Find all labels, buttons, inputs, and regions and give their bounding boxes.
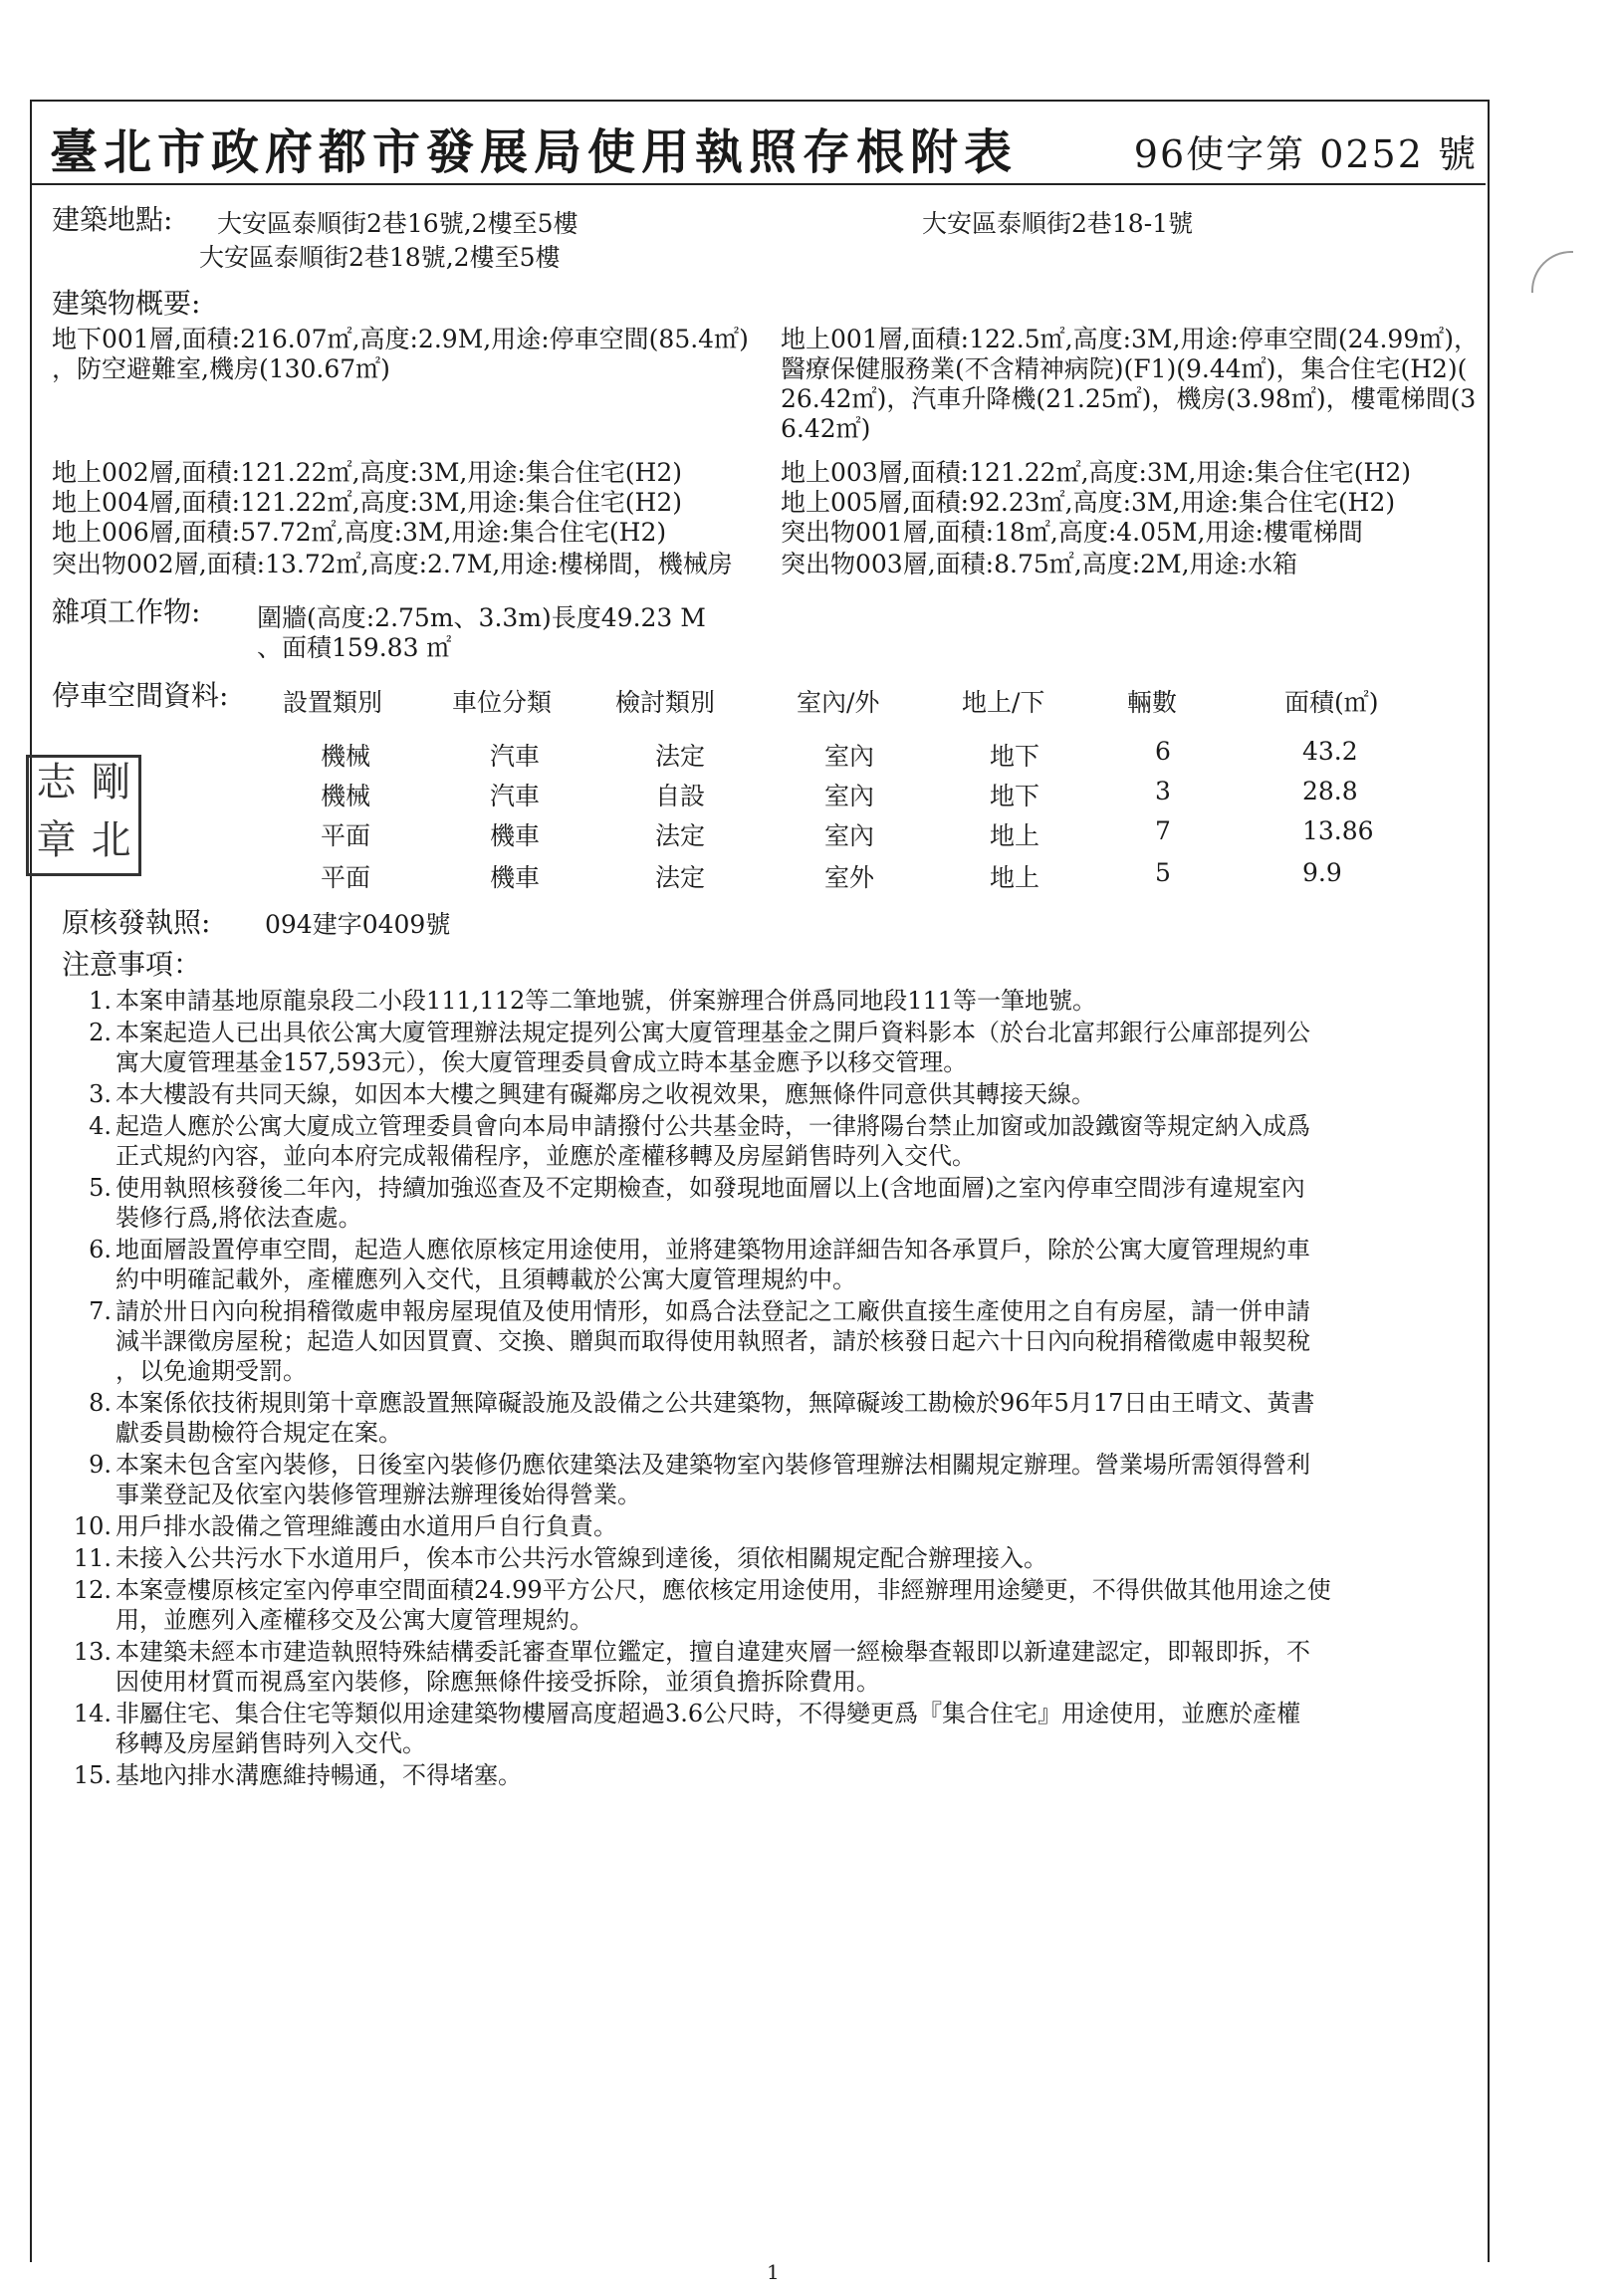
parking-header: 地上/下 [962,688,1045,717]
parking-cell: 43.2 [1302,737,1358,766]
note-item [72,1111,1486,1171]
parking-cell: 汽車 [490,742,541,771]
note-text: 起造人應於公寓大廈成立管理委員會向本局申請撥付公共基金時，一律將陽台禁止加窗或加設鐵窗等規定納入成爲 [115,1112,1310,1140]
note-text: 非屬住宅、集合住宅等類似用途建築物樓層高度超過3.6公尺時，不得變更爲『集合住宅』用途使用，並應於產權 [115,1700,1301,1727]
parking-cell: 機械 [321,742,371,771]
note-line [72,986,1486,1016]
note-line [72,1111,1486,1141]
note-text: 本案申請基地原龍泉段二小段111,112等二筆地號，併案辦理合併爲同地段111等一筆地號。 [115,987,1097,1015]
parking-cell: 地下 [990,742,1040,771]
location-line-3: 大安區泰順街2巷18-1號 [922,209,1194,238]
note-text: 裝修行爲,將依法查處。 [115,1204,362,1232]
parking-cell: 法定 [655,742,706,771]
original-license-value: 094建字0409號 [265,910,451,939]
note-item [72,1543,1486,1573]
parking-cell: 機械 [321,782,371,810]
note-text: 本案起造人已出具依公寓大廈管理辦法規定提列公寓大廈管理基金之開戶資料影本（於台北富邦銀行公庫部提列公 [115,1019,1310,1046]
note-number: 15. [73,1761,112,1789]
official-seal-stamp [26,755,141,876]
note-line [72,1264,1486,1294]
overview-left-line: 地下001層,面積:216.07㎡,高度:2.9M,用途:停車空間(85.4㎡) [52,325,749,353]
note-number: 10. [73,1512,112,1540]
overview-floor-left: 地上006層,面積:57.72㎡,高度:3M,用途:集合住宅(H2) [52,518,667,547]
note-text: 移轉及房屋銷售時列入交代。 [115,1729,426,1757]
license-number: 96使字第 0252 號 [1133,132,1478,176]
note-text: 獻委員勘檢符合規定在案。 [115,1419,402,1447]
parking-label: 停車空間資料: [52,679,229,712]
parking-cell: 7 [1155,816,1171,845]
seal-char: 章 [36,817,77,863]
seal-char: 剛 [91,760,131,805]
parking-header: 室內/外 [797,688,880,717]
note-text: 請於卅日內向稅捐稽徵處申報房屋現值及使用情形，如爲合法登記之工廠供直接生產使用之自有房屋，請一併申請 [115,1297,1310,1325]
parking-cell: 28.8 [1302,777,1358,805]
overview-right-line: 26.42㎡)，汽車升降機(21.25㎡)，機房(3.98㎡)，樓電梯間(3 [781,384,1477,413]
note-item [72,1575,1486,1635]
note-item [72,1079,1486,1109]
note-line [72,1203,1486,1233]
note-number: 8. [89,1389,112,1417]
parking-cell: 9.9 [1302,858,1342,887]
note-number: 11. [73,1544,112,1572]
note-line [72,1760,1486,1790]
overview-label: 建築物概要: [52,287,201,320]
note-text: 正式規約內容，並向本府完成報備程序，並應於產權移轉及房屋銷售時列入交代。 [115,1142,976,1170]
note-item [72,986,1486,1016]
note-item [72,1511,1486,1541]
parking-cell: 13.86 [1302,816,1374,845]
overview-right-line: 地上001層,面積:122.5㎡,高度:3M,用途:停車空間(24.99㎡)， [781,325,1479,353]
note-line [72,1480,1486,1509]
overview-floor-right: 地上005層,面積:92.23㎡,高度:3M,用途:集合住宅(H2) [781,488,1396,517]
seal-char: 北 [91,817,131,863]
note-text: 本建築未經本市建造執照特殊結構委託審查單位鑑定，擅自違建夾層一經檢舉查報即以新違建認定，即報即拆，不 [115,1638,1310,1666]
note-line [72,1699,1486,1728]
note-line [72,1173,1486,1203]
overview-floor-right: 地上003層,面積:121.22㎡,高度:3M,用途:集合住宅(H2) [781,458,1412,487]
parking-cell: 法定 [655,821,706,850]
parking-cell: 5 [1155,858,1171,887]
note-text: 因使用材質而視爲室內裝修，除應無條件接受拆除，並須負擔拆除費用。 [115,1668,880,1696]
note-item [72,1388,1486,1448]
parking-header: 輛數 [1127,688,1178,717]
note-line [72,1450,1486,1480]
parking-header: 檢討類別 [615,688,716,717]
note-text: 本案壹樓原核定室內停車空間面積24.99平方公尺，應依核定用途使用，非經辦理用途變更，不得供做其他用途之使 [115,1576,1331,1604]
note-text: 基地內排水溝應維持暢通，不得堵塞。 [115,1761,522,1789]
note-number: 14. [73,1700,112,1727]
parking-cell: 平面 [321,863,371,892]
location-line-2: 大安區泰順街2巷18號,2樓至5樓 [199,243,561,272]
notes-label: 注意事項： [62,948,202,981]
parking-cell: 6 [1155,737,1171,766]
parking-cell: 室外 [824,863,875,892]
parking-cell: 自設 [655,782,706,810]
seal-char: 志 [36,760,77,805]
note-number: 2. [89,1019,112,1046]
note-line [72,1605,1486,1635]
note-item [72,1760,1486,1790]
parking-header: 車位分類 [452,688,553,717]
note-text: 事業登記及依室內裝修管理辦法辦理後始得營業。 [115,1481,641,1508]
note-line [72,1728,1486,1758]
note-text: 約中明確記載外，產權應列入交代，且須轉載於公寓大廈管理規約中。 [115,1265,856,1293]
note-text: 本大樓設有共同天線，如因本大樓之興建有礙鄰房之收視效果，應無條件同意供其轉接天線。 [115,1080,1095,1108]
note-line [72,1079,1486,1109]
parking-cell: 室內 [824,782,875,810]
note-number: 9. [89,1451,112,1479]
note-item [72,1637,1486,1697]
overview-floor-right: 突出物003層,面積:8.75㎡,高度:2M,用途:水箱 [781,550,1297,578]
overview-right-line: 6.42㎡) [781,414,871,443]
note-item [72,1450,1486,1509]
note-number: 13. [73,1638,112,1666]
note-line [72,1575,1486,1605]
note-line [72,1296,1486,1326]
note-line [72,1141,1486,1171]
note-line [72,1326,1486,1356]
note-item [72,1235,1486,1294]
title-row [32,104,1486,185]
parking-cell: 3 [1155,777,1171,805]
note-line [72,1511,1486,1541]
note-number: 4. [89,1112,112,1140]
note-line [72,1543,1486,1573]
note-line [72,1418,1486,1448]
note-number: 7. [89,1297,112,1325]
note-line [72,1235,1486,1264]
note-number: 3. [89,1080,112,1108]
parking-cell: 法定 [655,863,706,892]
overview-left-line: ，防空避難室,機房(130.67㎡) [52,354,390,383]
note-number: 5. [89,1174,112,1202]
note-line [72,1018,1486,1047]
location-label: 建築地點: [52,203,173,236]
note-line [72,1388,1486,1418]
parking-cell: 室內 [824,821,875,850]
document-title: 臺北市政府都市發展局使用執照存根附表 [50,124,1019,180]
note-text: 寓大廈管理基金157,593元），俟大廈管理委員會成立時本基金應予以移交管理。 [115,1048,968,1076]
parking-header: 設置類別 [283,688,383,717]
misc-works-line-2: 、面積159.83 ㎡ [257,633,452,662]
note-text: 未接入公共污水下水道用戶，俟本市公共污水管線到達後，須依相關規定配合辦理接入。 [115,1544,1047,1572]
location-line-1: 大安區泰順街2巷16號,2樓至5樓 [217,209,578,238]
note-text: 用戶排水設備之管理維護由水道用戶自行負責。 [115,1512,617,1540]
parking-cell: 地上 [990,863,1040,892]
note-text: 地面層設置停車空間，起造人應依原核定用途使用，並將建築物用途詳細告知各承買戶，除於公寓大廈管理規約車 [115,1236,1310,1263]
note-item [72,1296,1486,1386]
parking-cell: 地上 [990,821,1040,850]
note-line [72,1667,1486,1697]
note-text: ，以免逾期受罰。 [115,1357,307,1385]
note-line [72,1356,1486,1386]
overview-floor-right: 突出物001層,面積:18㎡,高度:4.05M,用途:樓電梯間 [781,518,1363,547]
note-number: 12. [73,1576,112,1604]
note-line [72,1637,1486,1667]
note-text: 減半課徵房屋稅；起造人如因買賣、交換、贈與而取得使用執照者，請於核發日起六十日內向稅捐稽徵處申報契稅 [115,1327,1310,1355]
parking-cell: 機車 [490,863,541,892]
overview-floor-left: 地上004層,面積:121.22㎡,高度:3M,用途:集合住宅(H2) [52,488,683,517]
misc-works-label: 雜項工作物: [52,595,201,628]
parking-cell: 機車 [490,821,541,850]
note-item [72,1173,1486,1233]
note-number: 1. [89,987,112,1015]
note-item [72,1018,1486,1077]
parking-cell: 汽車 [490,782,541,810]
overview-right-line: 醫療保健服務業(不含精神病院)(F1)(9.44㎡)，集合住宅(H2)( [781,354,1468,383]
misc-works-line-1: 圍牆(高度:2.75m、3.3m)長度49.23 M [257,603,706,632]
overview-floor-left: 突出物002層,面積:13.72㎡,高度:2.7M,用途:樓梯間，機械房 [52,550,733,578]
note-number: 6. [89,1236,112,1263]
note-text: 本案係依技術規則第十章應設置無障礙設施及設備之公共建築物，無障礙竣工勘檢於96年5月17日由王晴文、黃書 [115,1389,1315,1417]
scan-mark [1531,251,1573,293]
original-license-label: 原核發執照: [62,906,211,939]
overview-floor-left: 地上002層,面積:121.22㎡,高度:3M,用途:集合住宅(H2) [52,458,683,487]
parking-cell: 地下 [990,782,1040,810]
note-item [72,1699,1486,1758]
parking-cell: 平面 [321,821,371,850]
page-number: 1 [767,2260,780,2284]
note-text: 本案未包含室內裝修，日後室內裝修仍應依建築法及建築物室內裝修管理辦法相關規定辦理。營業場所需領得營利 [115,1451,1310,1479]
note-text: 用，並應列入產權移交及公寓大廈管理規約。 [115,1606,593,1634]
note-text: 使用執照核發後二年內，持續加強巡查及不定期檢查，如發現地面層以上(含地面層)之室內停車空間涉有違規室內 [115,1174,1305,1202]
parking-cell: 室內 [824,742,875,771]
parking-header: 面積(㎡) [1284,688,1379,717]
note-line [72,1047,1486,1077]
